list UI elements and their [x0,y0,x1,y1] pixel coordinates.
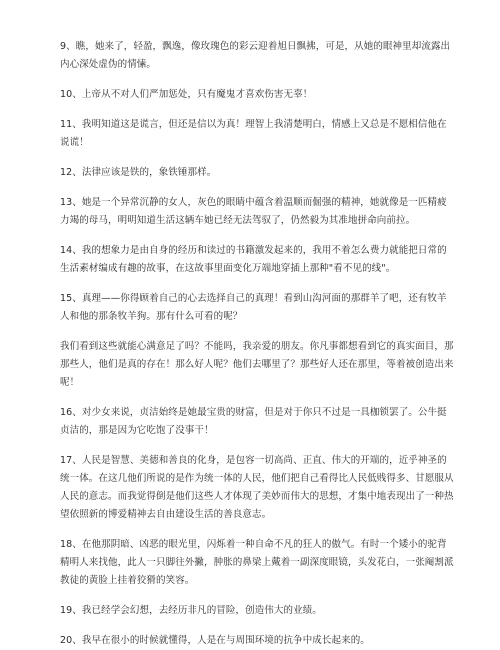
paragraph-18: 18、在他那阴暗、凶恶的眼光里，闪烁着一种自命不凡的狂人的傲气。有时一个矮小的驼背精明人来找他，此人一只脚往外撇，肿胀的鼻梁上戴着一副深度眼镜，头发花白，一张阉割派教徒的黄脸上挂着狡猾的笑容。 [60,539,454,586]
paragraph-20: 20、我早在很小的时候就懂得，人是在与周围环境的抗争中成长起来的。 [60,635,370,646]
paragraph-9: 9、瞧，她来了，轻盈，飘逸，像玫瑰色的彩云迎着旭日飘拂，可是，从她的眼神里却流露出内心深处虚伪的情愫。 [60,41,451,70]
paragraph-16: 16、对少女来说，贞洁始终是她最宝贵的财富，但是对于你只不过是一具枷锁罢了。公牛挺贞洁的，那是因为它吃饱了没事干！ [60,407,447,436]
paragraph-17: 17、人民是智慧、美德和善良的化身，是包容一切高尚、正直、伟大的开端的，近乎神圣的统一体。在这几他们所说的是作为统一体的人民，他们把自己看得比人民低贱得多、甘愿服从人民的意志。而我觉得倒是他们这些人才体现了美妙而伟大的思想，才集中地表现出了一种热望依照新的博爱精神去自由建设生活的善良意志。 [60,455,454,520]
article-body [60,38,455,650]
paragraph-12: 12、法律应该是铁的，象铁锤那样。 [60,167,217,178]
paragraph-13: 13、她是一个异常沉静的女人，灰色的眼睛中蕴含着温顺而倔强的精神，她就像是一匹精疲力竭的母马，明明知道生活这辆车她已经无法驾驭了，仍然毅为其准地拼命向前拉。 [60,197,447,226]
paragraph-19: 19、我已经学会幻想，去经历非凡的冒险，创造伟大的业绩。 [60,605,322,616]
paragraph-15: 15、真理——你得顾着自己的心去选择自己的真理！看到山沟河面的那群羊了吧，还有牧羊人和他的那条牧羊狗。那有什么可看的呢？ [60,293,447,322]
paragraph-14: 14、我的想象力是由自身的经历和读过的书籍激发起来的，我用不着怎么费力就能把日常的生活素材编成有趣的故事，在这故事里面变化万端地穿插上那种"看不见的线"。 [60,245,447,274]
paragraph-10: 10、上帝从不对人们严加惩处，只有魔鬼才喜欢伤害无辜！ [60,89,313,100]
paragraph-15-continued: 我们看到这些就能心满意足了吗？不能吗，我亲爱的朋友。你凡事都想看到它的真实面目，那那些人，他们是真的存在！那么好人呢？他们去哪里了？那些好人还在那里，等着被创造出来呢！ [60,341,454,388]
paragraph-11: 11、我明知道这是谎言，但还是信以为真！理智上我清楚明白，情感上又总是不愿相信他在说谎！ [60,119,447,148]
